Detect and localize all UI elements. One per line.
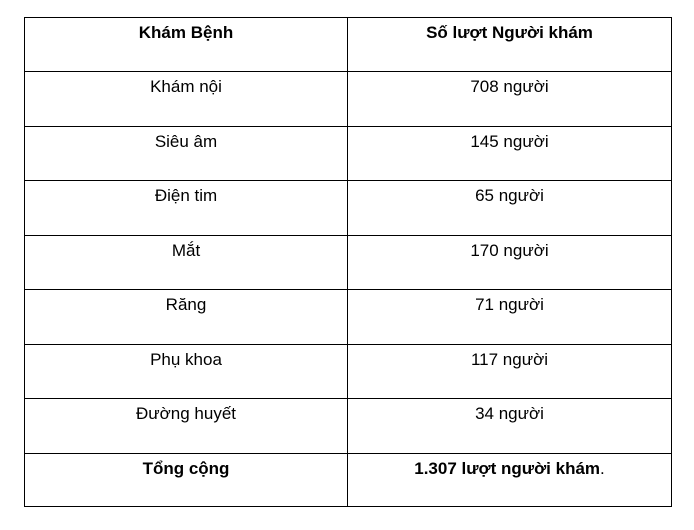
visit-count-cell: 145 người xyxy=(348,126,672,181)
total-value-cell xyxy=(348,453,672,506)
visit-count-cell: 170 người xyxy=(348,235,672,290)
total-value: 1.307 lượt người khám xyxy=(414,458,601,478)
exam-type-cell: Mắt xyxy=(25,235,348,290)
exam-statistics-table xyxy=(24,17,672,507)
table-row xyxy=(25,290,672,345)
visit-count-cell: 117 người xyxy=(348,344,672,399)
visit-count-cell: 65 người xyxy=(348,181,672,236)
table-row xyxy=(25,344,672,399)
visit-count-cell: 71 người xyxy=(348,290,672,345)
table-header-row xyxy=(25,18,672,72)
total-row xyxy=(25,453,672,506)
exam-type-cell: Phụ khoa xyxy=(25,344,348,399)
header-visit-count: Số lượt Người khám xyxy=(348,18,672,72)
exam-type-cell: Siêu âm xyxy=(25,126,348,181)
table-row xyxy=(25,399,672,454)
visit-count-cell: 34 người xyxy=(348,399,672,454)
exam-type-cell: Răng xyxy=(25,290,348,345)
table-row xyxy=(25,72,672,127)
table-row xyxy=(25,235,672,290)
total-label-cell: Tổng cộng xyxy=(25,453,348,506)
visit-count-cell: 708 người xyxy=(348,72,672,127)
exam-type-cell: Đường huyết xyxy=(25,399,348,454)
exam-type-cell: Điện tim xyxy=(25,181,348,236)
header-exam-type: Khám Bệnh xyxy=(25,18,348,72)
exam-type-cell: Khám nội xyxy=(25,72,348,127)
table-row xyxy=(25,181,672,236)
table-row xyxy=(25,126,672,181)
total-value-period: . xyxy=(600,458,605,478)
